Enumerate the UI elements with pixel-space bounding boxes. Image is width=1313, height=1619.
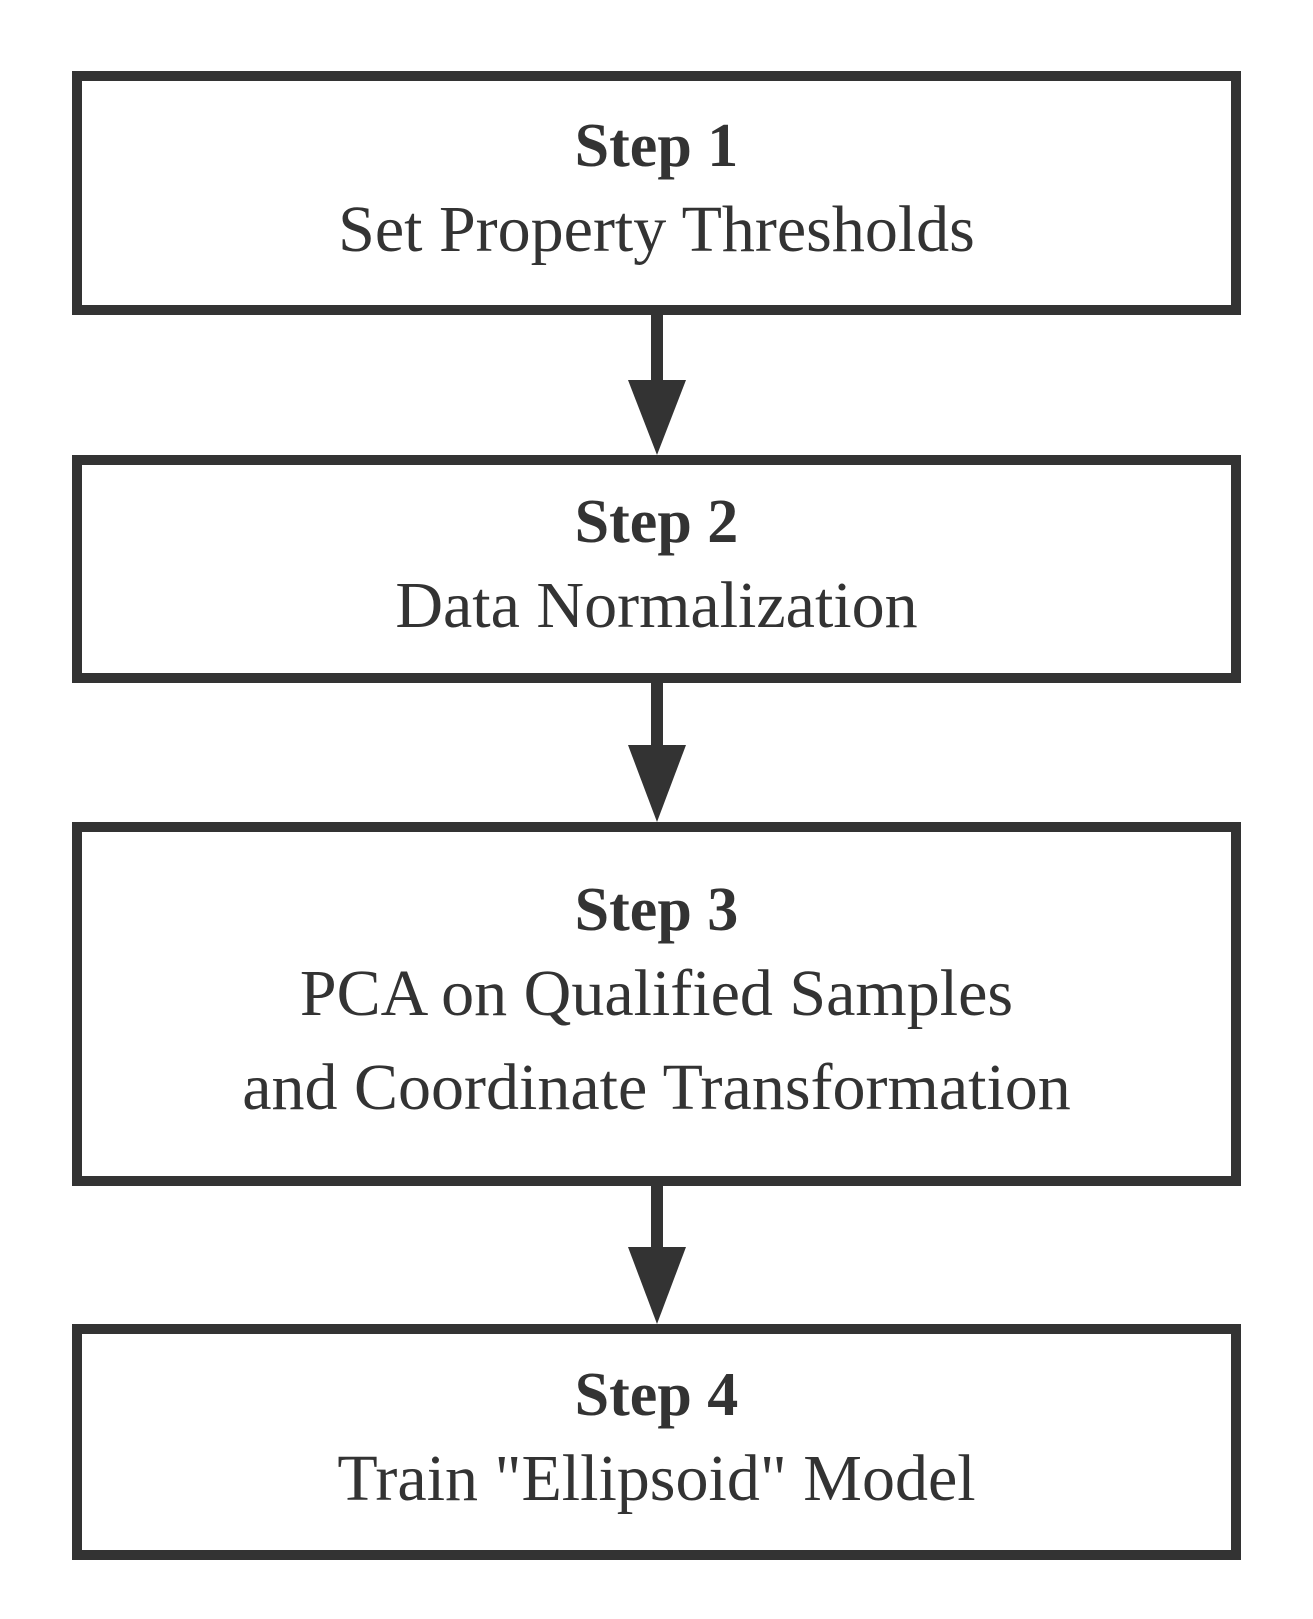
step-3-description-line-1: PCA on Qualified Samples: [299, 957, 1014, 1030]
step-4-box: [72, 1324, 1241, 1560]
step-3-title: Step 3: [574, 876, 739, 944]
arrow-2-to-3: [628, 683, 686, 822]
step-4-description-line: Train "Ellipsoid" Model: [337, 1442, 976, 1515]
step-4-title: Step 4: [574, 1361, 739, 1429]
arrow-3-to-4: [628, 1186, 686, 1324]
arrow-3-head: [628, 1247, 686, 1324]
step-3-description-line-2: and Coordinate Transformation: [242, 1051, 1071, 1124]
step-2-title: Step 2: [574, 488, 739, 556]
arrow-1-to-2: [628, 315, 686, 455]
step-1-description-line: Set Property Thresholds: [338, 193, 975, 266]
step-3-description: [242, 947, 1071, 1135]
step-3-box: [72, 822, 1241, 1186]
step-1-title: Step 1: [574, 112, 739, 180]
step-2-description: [395, 559, 917, 653]
step-2-description-line: Data Normalization: [395, 569, 918, 642]
step-4-description: [337, 1432, 975, 1526]
step-2-box: [72, 455, 1241, 683]
arrow-2-head: [628, 745, 686, 822]
arrow-1-head: [628, 380, 686, 455]
